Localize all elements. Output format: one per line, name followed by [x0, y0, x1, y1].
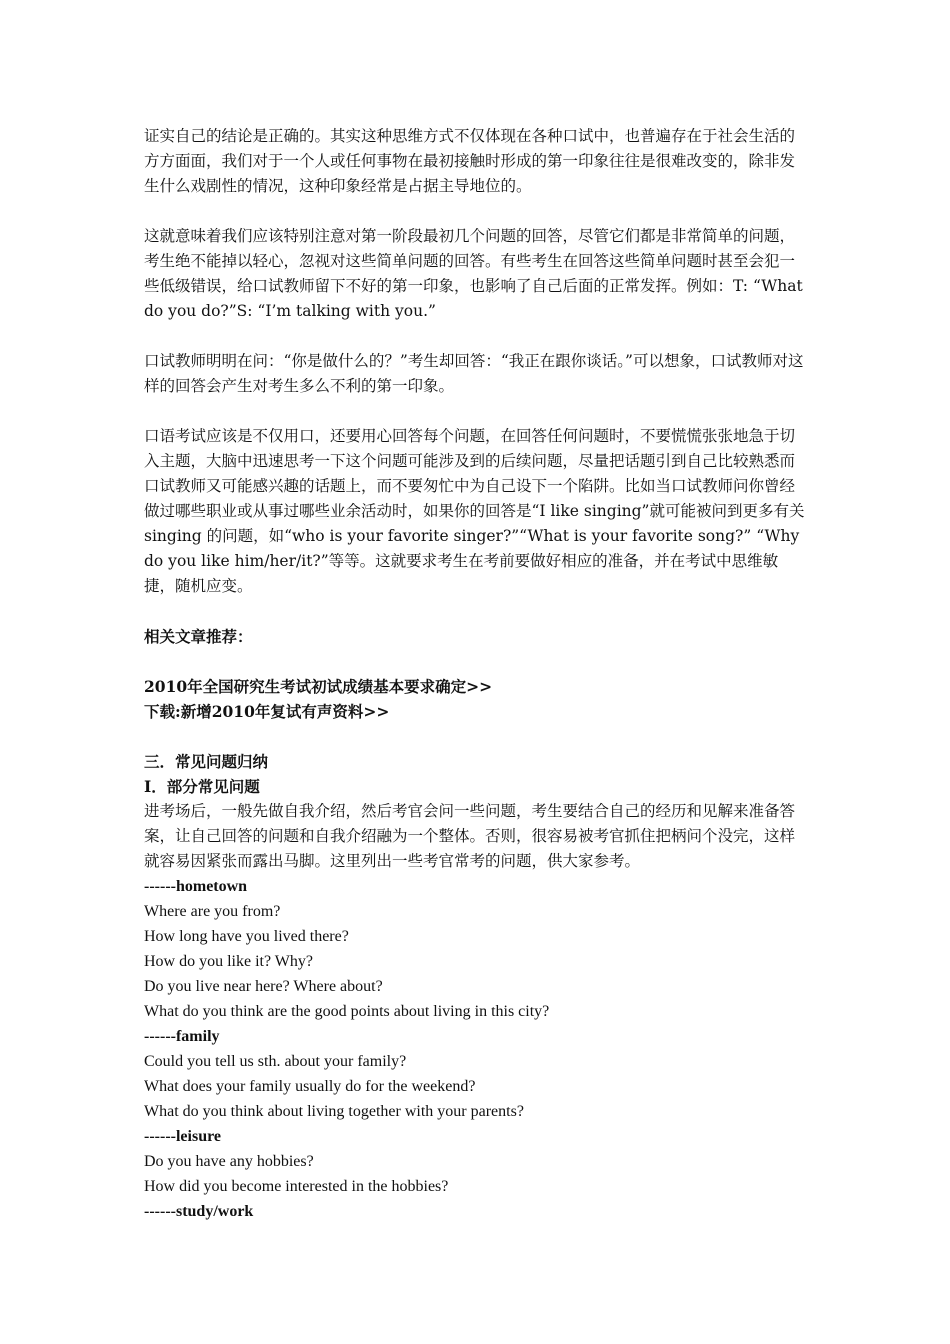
- question-item: Do you live near here? Where about?: [144, 978, 383, 995]
- related-heading: 相关文章推荐：: [144, 627, 253, 646]
- category-title: ------leisure: [144, 1128, 221, 1145]
- question-item: Where are you from?: [144, 903, 281, 920]
- category-leisure: [144, 1124, 808, 1199]
- document-body: [144, 124, 808, 1224]
- section-subheading: Ⅰ．部分常见问题: [144, 777, 260, 796]
- question-item: How did you become interested in the hobbies?: [144, 1178, 449, 1195]
- section-heading: 三．常见问题归纳: [144, 752, 269, 771]
- question-item: What do you think about living together with your parents?: [144, 1103, 524, 1120]
- category-hometown: [144, 874, 808, 1024]
- question-item: How long have you lived there?: [144, 928, 349, 945]
- paragraph-3: 口试教师明明在问：“你是做什么的？”考生却回答：“我正在跟你谈话。”可以想象，口试教师对这样的回答会产生对考生多么不利的第一印象。: [144, 352, 804, 395]
- related-link-score-requirements[interactable]: 2010年全国研究生考试初试成绩基本要求确定>>: [144, 677, 493, 696]
- category-title: ------hometown: [144, 878, 248, 895]
- question-item: Do you have any hobbies?: [144, 1153, 314, 1170]
- category-title: ------study/work: [144, 1203, 254, 1220]
- paragraph-1: 证实自己的结论是正确的。其实这种思维方式不仅体现在各种口试中，也普遍存在于社会生活的方方面面，我们对于一个人或任何事物在最初接触时形成的第一印象往往是很难改变的，除非发生什么戏剧性的情况，这种印象经常是占据主导地位的。: [144, 127, 796, 195]
- category-study-work: [144, 1199, 808, 1224]
- paragraph-2: 这就意味着我们应该特别注意对第一阶段最初几个问题的回答，尽管它们都是非常简单的问题，考生绝不能掉以轻心，忽视对这些简单问题的回答。有些考生在回答这些简单问题时甚至会犯一些低级错误，给口试教师留下不好的第一印象，也影响了自己后面的正常发挥。例如：T: “What do you do?”S: “I’m talking with you.”: [144, 227, 803, 320]
- related-links: [144, 674, 808, 724]
- category-family: [144, 1024, 808, 1124]
- question-item: How do you like it? Why?: [144, 953, 314, 970]
- question-item: What do you think are the good points about living in this city?: [144, 1003, 550, 1020]
- question-item: Could you tell us sth. about your family?: [144, 1053, 407, 1070]
- related-link-audio-download[interactable]: 下载:新增2010年复试有声资料>>: [144, 702, 390, 721]
- category-title: ------family: [144, 1028, 220, 1045]
- paragraph-4: 口语考试应该是不仅用口，还要用心回答每个问题，在回答任何问题时，不要慌慌张张地急于切入主题，大脑中迅速思考一下这个问题可能涉及到的后续问题，尽量把话题引到自己比较熟悉而口试教师又可能感兴趣的话题上，而不要匆忙中为自己设下一个陷阱。比如当口试教师问你曾经做过哪些职业或从事过哪些业余活动时，如果你的回答是“I like singing”就可能被问到更多有关singing 的问题，如“who is your favorite singer?”“What is your favorite song?” “Why do you like him/her/it?”等等。这就要求考生在考前要做好相应的准备，并在考试中思维敏捷，随机应变。: [144, 427, 805, 595]
- question-item: What does your family usually do for the weekend?: [144, 1078, 476, 1095]
- section-intro: 进考场后，一般先做自我介绍，然后考官会问一些问题，考生要结合自己的经历和见解来准备答案，让自己回答的问题和自我介绍融为一个整体。否则，很容易被考官抓住把柄问个没完，这样就容易因紧张而露出马脚。这里列出一些考官常考的问题，供大家参考。: [144, 802, 796, 870]
